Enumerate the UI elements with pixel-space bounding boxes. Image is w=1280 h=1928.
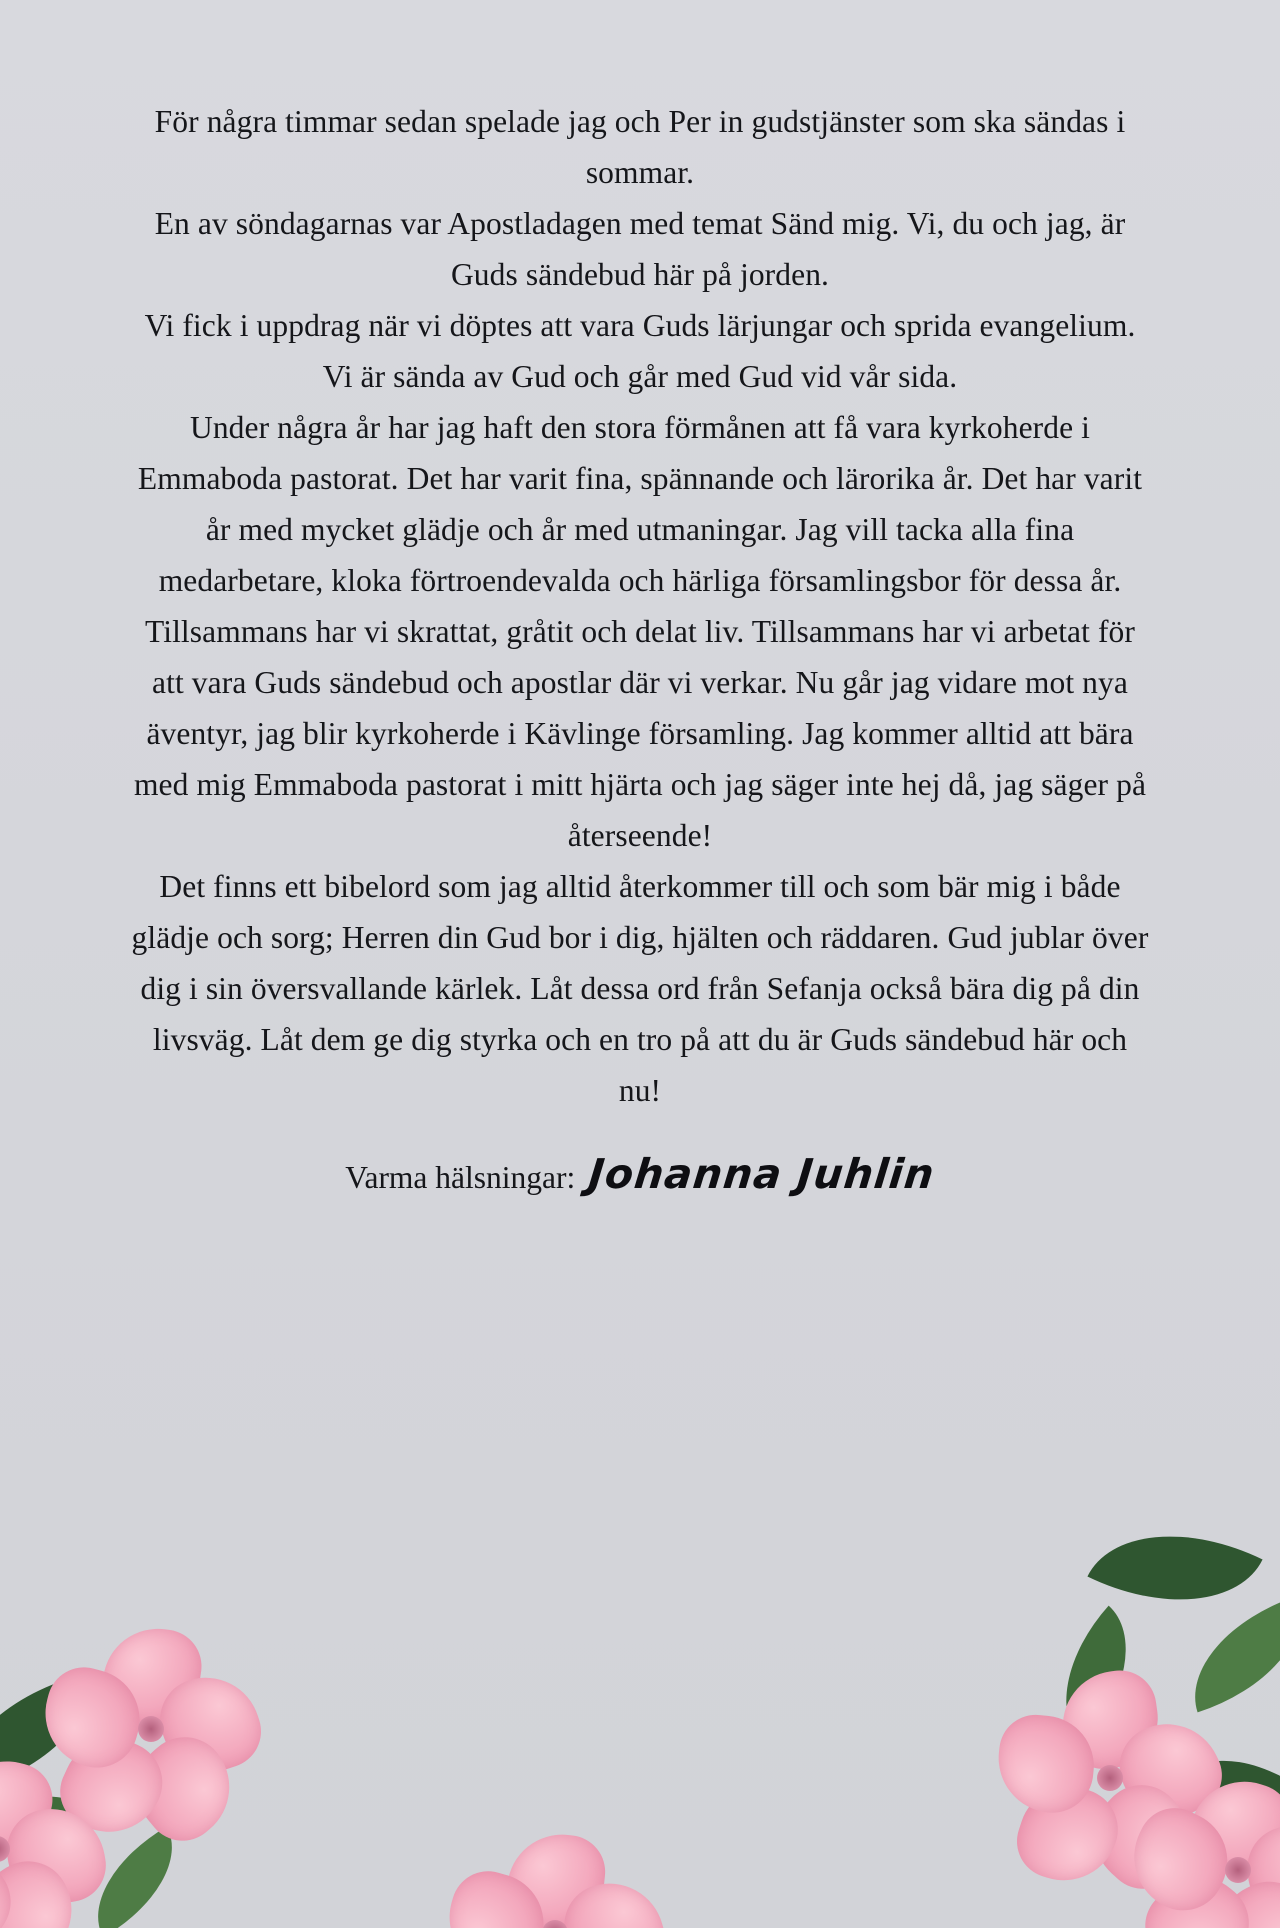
signature-name: Johanna Juhlin: [586, 1150, 938, 1199]
pink-flower-icon: [460, 1838, 650, 1928]
green-leaf: [1087, 1494, 1262, 1642]
green-leaf: [71, 1827, 198, 1928]
green-leaf: [0, 1673, 108, 1793]
green-leaf: [1173, 1596, 1280, 1713]
green-leaf: [0, 1764, 105, 1881]
green-leaf: [1028, 1606, 1163, 1745]
pink-flower-bottom-center-cluster: [400, 1808, 700, 1928]
letter-paragraph: Vi fick i uppdrag när vi döptes att vara Guds lärjungar och sprida evangelium. Vi är sända av Gud och går med Gud vid vår sida.: [144, 308, 1136, 395]
letter-paragraph: En av söndagarnas var Apostladagen med temat Sänd mig. Vi, du och jag, är Guds sändebud här på jorden.: [154, 206, 1126, 293]
signature-label: Varma hälsningar:: [345, 1160, 576, 1196]
letter-paragraph: För några timmar sedan spelade jag och Per in gudstjänster som ska sändas i sommar.: [154, 104, 1126, 191]
green-leaf: [0, 1845, 38, 1928]
green-leaf: [1181, 1724, 1280, 1853]
pink-flower-bottom-right-cluster: [890, 1518, 1280, 1928]
letter-paragraph: Under några år har jag haft den stora förmånen att få vara kyrkoherde i Emmaboda pastorat. Det har varit fina, spännande och lärorika år. Det har varit år med mycket glädje och år med utmaningar. Jag vill tacka alla fina medarbetare, kloka förtroendevalda och härliga församlingsbor för dessa år. Tillsammans har vi skrattat, gråtit och delat liv. Tillsammans har vi arbetat för att vara Guds sändebud och apostlar där vi verkar. Nu går jag vidare mot nya äventyr, jag blir kyrkoherde i Kävlinge församling. Jag kommer alltid att bära med mig Emmaboda pastorat i mitt hjärta och jag säger inte hej då, jag säger på återseende!: [133, 410, 1147, 854]
pink-flower-icon: [0, 1764, 82, 1928]
pink-flower-icon: [56, 1634, 246, 1824]
letter-paragraph: Det finns ett bibelord som jag alltid återkommer till och som bär mig i både glädje och sorg; Herren din Gud bor i dig, hjälten och räddaren. Gud jublar över dig i sin översvallande kärlek. Låt dessa ord från Sefanja också bära dig på din livsväg. Låt dem ge dig styrka och en tro på att du är Guds sändebud här och nu!: [131, 869, 1149, 1109]
pink-flower-icon: [1010, 1678, 1210, 1878]
signature: [130, 1150, 1150, 1198]
pink-flower-bottom-left-cluster: [0, 1578, 380, 1928]
pink-flower-icon: [1148, 1780, 1280, 1928]
